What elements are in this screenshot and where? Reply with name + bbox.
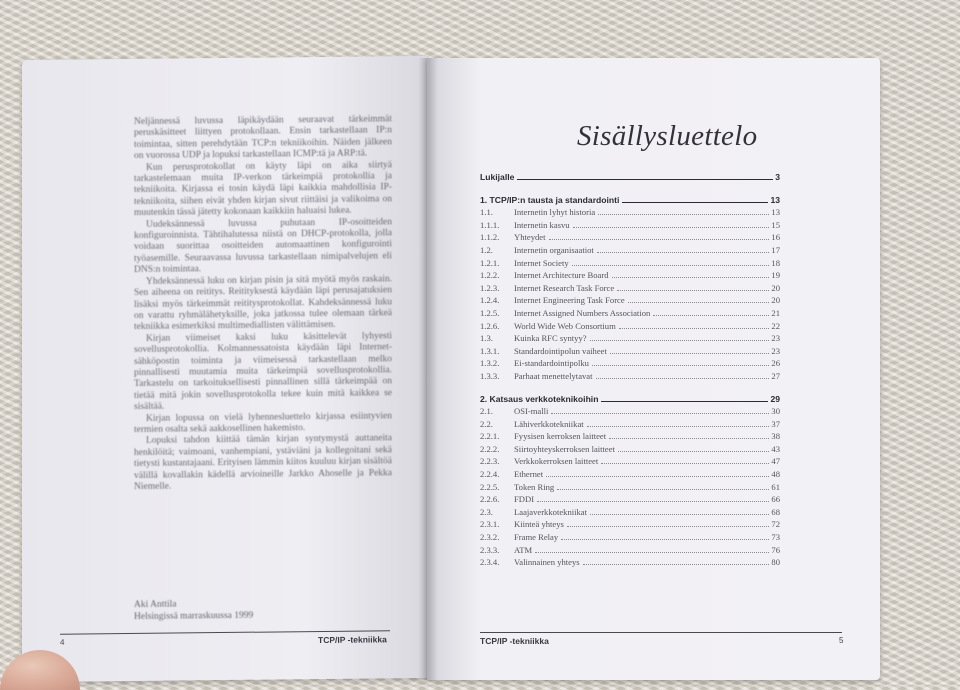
- toc-leader: [572, 264, 770, 266]
- toc-entry-title: Yhteydet: [514, 232, 546, 243]
- toc-section-number: 2.2.1.: [480, 431, 500, 442]
- toc-page-number: 48: [771, 469, 780, 480]
- toc-row: [480, 371, 780, 384]
- toc-leader: [546, 475, 769, 477]
- toc-row: [480, 456, 780, 469]
- toc-leader: [628, 301, 770, 303]
- toc-page-number: 29: [770, 393, 780, 404]
- toc-title: Sisällysluettelo: [577, 120, 758, 152]
- toc-leader: [537, 500, 769, 502]
- toc-section-number: 2.2.6.: [480, 494, 500, 505]
- toc-row: [480, 232, 780, 245]
- toc-entry-title: Internet Architecture Board: [514, 270, 609, 281]
- toc-section-number: 2.2.2.: [480, 443, 500, 454]
- toc-row: [480, 358, 780, 371]
- toc-row: [480, 283, 780, 296]
- toc-section-number: 2.2.: [480, 418, 493, 429]
- toc-entry-title: ATM: [514, 544, 533, 555]
- toc-spacer: [480, 384, 780, 394]
- toc-entry-title: Ei-standardointipolku: [514, 358, 589, 369]
- toc-page-number: 38: [771, 431, 780, 442]
- toc-section-number: 1.1.1.: [480, 219, 500, 230]
- toc-section-number: 1.3.3.: [480, 370, 500, 381]
- toc-row: [480, 532, 780, 545]
- toc-entry-title: Verkkokerroksen laitteet: [514, 456, 599, 467]
- toc-row: [480, 258, 780, 271]
- toc-page-number: 16: [771, 232, 780, 243]
- toc-entry-title: Internet Society: [514, 257, 569, 268]
- toc-entry-title: Lähiverkkotekniikat: [514, 418, 584, 429]
- book-spine: [418, 58, 438, 680]
- toc-leader: [610, 352, 770, 354]
- toc-section-number: 1.2.4.: [480, 295, 500, 306]
- toc-entry-title: Internet Assigned Numbers Association: [514, 307, 651, 318]
- toc-row: [480, 295, 780, 308]
- preface-paragraph: Kun perusprotokollat on käyty läpi on aika siirtyä tarkastelemaan muita IP-verkon tärkeimpiä protokollia ja tekniikoita. Kirjassa ei tosin käydä läpi kaikkia mahdollisia IP-tekniikoita, siihen eivät yhden kirjan sivut riittäisi ja valikoima on muutenkin tässä jätetty kokonaan kaikkiin haluaisi lukea.: [134, 159, 392, 219]
- toc-page-number: 21: [771, 307, 780, 318]
- toc-leader: [573, 226, 770, 228]
- toc-entry-title: Kuinka RFC syntyy?: [514, 333, 587, 344]
- right-footer-title: TCP/IP -tekniikka: [480, 636, 549, 646]
- right-page: [427, 58, 880, 680]
- toc-page-number: 30: [771, 406, 780, 417]
- toc-section-number: 1.2.: [480, 244, 493, 255]
- toc-leader: [617, 289, 769, 291]
- preface-paragraph: Lopuksi tahdon kiittää tämän kirjan syntymystä auttaneita henkilöitä; vaimoani, vanhempiani, ystäviäni ja kollegoitani sekä tietysti kustantajaani. Erityisen lämmin kiitos kuuluu kirjan sisältöä välillä kovallakin kädellä arvioineille Jarkko Ahoselle ja Pekka Niemelle.: [134, 433, 392, 492]
- toc-entry-title: Siirtoyhteyskerroksen laitteet: [514, 443, 615, 454]
- toc-page-number: 13: [771, 207, 780, 218]
- toc-row: [480, 406, 780, 419]
- toc-section-number: 2.2.5.: [480, 481, 500, 492]
- left-footer-title: TCP/IP -tekniikka: [318, 634, 387, 646]
- toc-row: [480, 557, 780, 570]
- toc-entry-title: Internetin kasvu: [514, 219, 570, 230]
- toc-entry-title: Fyysisen kerroksen laitteet: [514, 431, 607, 442]
- toc-section-number: 1.1.: [480, 207, 493, 218]
- toc-section-number: 2.3.3.: [480, 544, 500, 555]
- toc-row: [480, 220, 780, 233]
- toc-leader: [567, 525, 770, 527]
- right-page-number: 5: [839, 636, 844, 645]
- toc-leader: [535, 551, 769, 553]
- toc-page-number: 72: [771, 519, 780, 530]
- toc-leader: [596, 377, 770, 379]
- toc-page-number: 37: [771, 418, 780, 429]
- toc-page-number: 76: [771, 544, 780, 555]
- open-book: [22, 58, 880, 680]
- preface-paragraph: Kirjan viimeiset kaksi luku käsittelevät lyhyesti sovellusprotokollia. Kolmannessatoista käydään läpi Internet-sähköpostin toiminta ja viimeisessä tarkastellaan melko pinnallisesti muutamia muita tärkeimpiä sovellusprotokollia. Tarkastelu on tarkoituksellisesti pinnallinen sillä tärkeimpää on tietää mitä jokin sovellusprotokolla tekee kuin mitä kaikkea se sisältää.: [134, 330, 392, 413]
- toc-leader: [517, 178, 773, 180]
- toc-leader: [598, 213, 769, 215]
- toc-section-number: 2.3.2.: [480, 532, 500, 543]
- toc-entry-title: Ethernet: [514, 469, 544, 480]
- toc-entry-title: Kiinteä yhteys: [514, 519, 564, 530]
- toc-leader: [561, 538, 769, 540]
- toc-leader: [590, 339, 770, 341]
- toc-leader: [653, 314, 769, 316]
- toc-leader: [619, 327, 770, 329]
- toc-section-number: 1.2.2.: [480, 270, 500, 281]
- toc-entry-title: Internetin lyhyt historia: [514, 207, 596, 218]
- toc-section-number: 2.3.: [480, 506, 493, 517]
- toc-entry-title: 1. TCP/IP:n tausta ja standardointi: [480, 194, 620, 205]
- preface-paragraph: Kirjan lopussa on vielä lyhennesluettelo kirjassa esiintyvien termien osalta sekä aakkosellinen hakemisto.: [134, 410, 392, 435]
- toc-row: [480, 245, 780, 258]
- toc-section-number: 1.1.2.: [480, 232, 500, 243]
- toc-page-number: 23: [771, 333, 780, 344]
- toc-leader: [622, 201, 768, 203]
- preface-paragraph: Yhdeksännessä luku on kirjan pisin ja sitä myötä myös raskain. Sen aiheena on reititys. Reitityksestä käydään läpi perusajatuksien lisäksi myös tärkeimmät reititysprotokollat. Kahdeksännessä luku on varattu ryhmälähetyksille, joka jatkossa tulee olemaan tärkeä tekniikka esimerkiksi multimediallisten välittämisen.: [134, 273, 392, 333]
- toc-section-number: 2.1.: [480, 406, 493, 417]
- toc-entry-title: Standardointipolun vaiheet: [514, 345, 607, 356]
- toc-page-number: 22: [771, 320, 780, 331]
- toc-page-number: 73: [771, 532, 780, 543]
- toc-row: [480, 482, 780, 495]
- toc-section-number: 2.3.4.: [480, 557, 500, 568]
- toc-page-number: 19: [771, 270, 780, 281]
- toc-leader: [592, 364, 769, 366]
- right-footer-rule: [480, 632, 842, 633]
- toc-entry-title: World Wide Web Consortium: [514, 320, 616, 331]
- toc-leader: [590, 513, 769, 515]
- toc-leader: [557, 488, 769, 490]
- toc-section-number: 1.3.2.: [480, 358, 500, 369]
- toc-entry-title: 2. Katsaus verkkoteknikoihin: [480, 393, 599, 404]
- toc-entry-title: Valinnainen yhteys: [514, 557, 580, 568]
- signature-place-date: Helsingissä marraskuussa 1999: [134, 610, 254, 622]
- toc-section-number: 1.2.3.: [480, 282, 500, 293]
- toc-chapter-row: [480, 172, 780, 185]
- toc-leader: [549, 238, 770, 240]
- toc-leader: [609, 437, 769, 439]
- toc-entry-title: Token Ring: [514, 481, 555, 492]
- toc-row: [480, 207, 780, 220]
- toc-entry-title: OSI-malli: [514, 406, 549, 417]
- toc-row: [480, 333, 780, 346]
- toc-section-number: 2.2.3.: [480, 456, 500, 467]
- toc-section-number: 1.2.5.: [480, 307, 500, 318]
- toc-entry-title: Laajaverkkotekniikat: [514, 506, 588, 517]
- toc-spacer: [480, 185, 780, 195]
- signature: [134, 598, 253, 623]
- toc-entry-title: Lukijalle: [480, 172, 515, 182]
- toc-row: [480, 419, 780, 432]
- toc-entry-title: FDDI: [514, 494, 535, 505]
- toc-page-number: 43: [771, 443, 780, 454]
- toc-entry-title: Internet Engineering Task Force: [514, 295, 625, 306]
- toc-row: [480, 469, 780, 482]
- toc-leader: [597, 251, 770, 253]
- toc-leader: [601, 400, 768, 402]
- toc-row: [480, 321, 780, 334]
- toc-row: [480, 308, 780, 321]
- preface-paragraph: Neljännessä luvussa läpikäydään seuraavat tärkeimmät peruskäsitteet liittyen protokollaan. Ensin tarkastellaan IP:n toimintaa, sitten perehdytään TCP:n tekniikoihin. Näiden jälkeen on vuorossa UDP ja lopuksi tarkastellaan ICMP:tä ja ARP:tä.: [134, 114, 392, 162]
- toc-row: [480, 519, 780, 532]
- toc-row: [480, 270, 780, 283]
- toc-chapter-row: [480, 195, 780, 208]
- toc-page-number: 13: [770, 194, 780, 205]
- preface-paragraph: Uudeksännessä luvussa puhutaan IP-osoitteiden konfiguroinnista. Tähtihalutessa niistä on DHCP-protokolla, jolla voidaan suorittaa osoitteiden automaattinen konfigurointi työasemille. Seuraavassa luvussa tarkastellaan nimipalvelujen eli DNS:n toimintaa.: [134, 216, 392, 276]
- toc-section-number: 1.3.1.: [480, 345, 500, 356]
- toc-row: [480, 545, 780, 558]
- toc-page-number: 80: [771, 557, 780, 568]
- toc-page-number: 3: [775, 172, 780, 182]
- toc-page-number: 20: [771, 282, 780, 293]
- toc-row: [480, 507, 780, 520]
- toc-leader: [583, 563, 770, 565]
- toc-chapter-row: [480, 394, 780, 407]
- toc-page-number: 18: [771, 257, 780, 268]
- toc-page-number: 23: [771, 345, 780, 356]
- toc-page-number: 61: [771, 481, 780, 492]
- preface-text: [134, 114, 392, 493]
- toc-section-number: 2.3.1.: [480, 519, 500, 530]
- toc-row: [480, 494, 780, 507]
- table-of-contents: [480, 172, 780, 570]
- toc-page-number: 15: [771, 219, 780, 230]
- toc-row: [480, 431, 780, 444]
- toc-leader: [551, 412, 769, 414]
- toc-row: [480, 444, 780, 457]
- toc-page-number: 66: [771, 494, 780, 505]
- toc-page-number: 17: [771, 244, 780, 255]
- toc-section-number: 2.2.4.: [480, 469, 500, 480]
- toc-section-number: 1.2.1.: [480, 257, 500, 268]
- toc-page-number: 20: [771, 295, 780, 306]
- toc-entry-title: Internetin organisaatiot: [514, 244, 594, 255]
- toc-row: [480, 346, 780, 359]
- toc-section-number: 1.3.: [480, 333, 493, 344]
- toc-page-number: 47: [771, 456, 780, 467]
- toc-entry-title: Internet Research Task Force: [514, 282, 615, 293]
- toc-leader: [618, 450, 769, 452]
- toc-entry-title: Parhaat menettelytavat: [514, 370, 593, 381]
- toc-entry-title: Frame Relay: [514, 532, 559, 543]
- left-page-number: 4: [60, 637, 65, 647]
- toc-section-number: 1.2.6.: [480, 320, 500, 331]
- toc-leader: [587, 425, 770, 427]
- toc-page-number: 27: [771, 370, 780, 381]
- toc-leader: [612, 276, 770, 278]
- toc-page-number: 68: [771, 506, 780, 517]
- toc-page-number: 26: [771, 358, 780, 369]
- left-page: [22, 56, 427, 682]
- toc-leader: [601, 462, 769, 464]
- signature-name: Aki Anttila: [134, 599, 177, 610]
